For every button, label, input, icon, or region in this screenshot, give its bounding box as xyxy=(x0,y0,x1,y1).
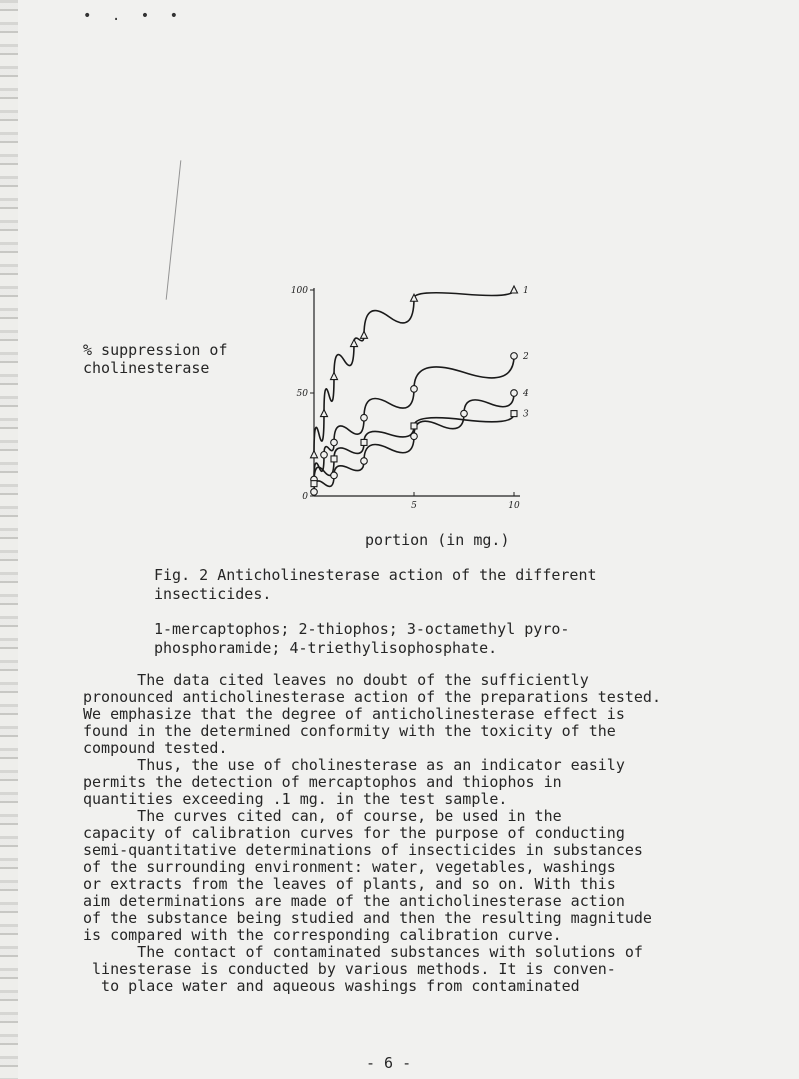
series-1-point xyxy=(331,373,338,380)
series-2-curve xyxy=(314,356,514,480)
x-axis-label: portion (in mg.) xyxy=(365,531,510,549)
y-tick-label: 0 xyxy=(302,492,308,502)
y-axis-label: % suppression of cholinesterase xyxy=(83,341,228,377)
body-text: The data cited leaves no doubt of the sufficiently pronounced anticholinesterase action of the preparations tested. We emphasize that the degree of anticholinesterase effect is found in the determined conformity with the toxicity of the compound tested. Thus, the use of cholinesterase as an indicator easily permits the detection of mercaptophos and thiophos in quantities exceeding .1 mg. in the test sample. The curves cited can, of course, be used in the capacity of calibration curves for the purpose of conducting semi-quantitative determinations of insecticides in substances of the surrounding environment: water, vegetables, washings or extracts from the leaves of plants, and so on. With this aim determinations are made of the anticholinesterase action of the substance being studied and then the resulting magnitude is compared with the corresponding calibration curve. The contact of contaminated substances with solutions of linesterase is conducted by various methods. It is conven- to place water and aqueous washings from contaminated xyxy=(83,671,661,995)
figure-caption: Fig. 2 Anticholinesterase action of the different insecticides. xyxy=(154,566,597,603)
series-2-point xyxy=(511,353,518,360)
series-2-point xyxy=(361,414,368,421)
series-4-point xyxy=(311,489,318,496)
figure-legend: 1-mercaptophos; 2-thiophos; 3-octamethyl pyro- phosphoramide; 4-triethylisophosphate. xyxy=(154,620,570,657)
scan-specks: • . • • xyxy=(83,8,185,24)
figure-2-chart xyxy=(280,278,530,518)
series-4-point xyxy=(361,458,368,465)
series-2-point xyxy=(321,452,328,459)
series-1-point xyxy=(361,331,368,338)
series-3-point xyxy=(331,456,337,462)
series-label-3: 3 xyxy=(523,409,529,420)
series-3-point xyxy=(411,423,417,429)
series-4-point xyxy=(461,410,468,417)
stray-mark xyxy=(166,160,182,299)
series-label-1: 1 xyxy=(523,286,529,296)
x-tick-label: 10 xyxy=(508,501,520,511)
series-4-point xyxy=(331,472,338,479)
series-label-2: 2 xyxy=(523,351,529,362)
series-1-point xyxy=(321,410,328,417)
series-4-curve xyxy=(314,393,514,492)
series-3-point xyxy=(311,481,317,487)
series-1-point xyxy=(311,451,318,458)
series-2-point xyxy=(411,386,418,393)
series-label-4: 4 xyxy=(523,389,529,399)
y-tick-label: 100 xyxy=(290,286,308,296)
series-1-point xyxy=(351,340,358,347)
series-3-point xyxy=(511,411,517,417)
series-4-point xyxy=(511,390,518,397)
x-tick-label: 5 xyxy=(411,501,417,511)
scan-edge xyxy=(0,0,18,1079)
y-tick-label: 50 xyxy=(296,389,308,399)
series-2-point xyxy=(331,439,338,446)
series-4-point xyxy=(411,433,418,440)
series-1-point xyxy=(511,286,518,293)
series-3-point xyxy=(361,439,367,445)
page-number: - 6 - xyxy=(366,1054,412,1072)
